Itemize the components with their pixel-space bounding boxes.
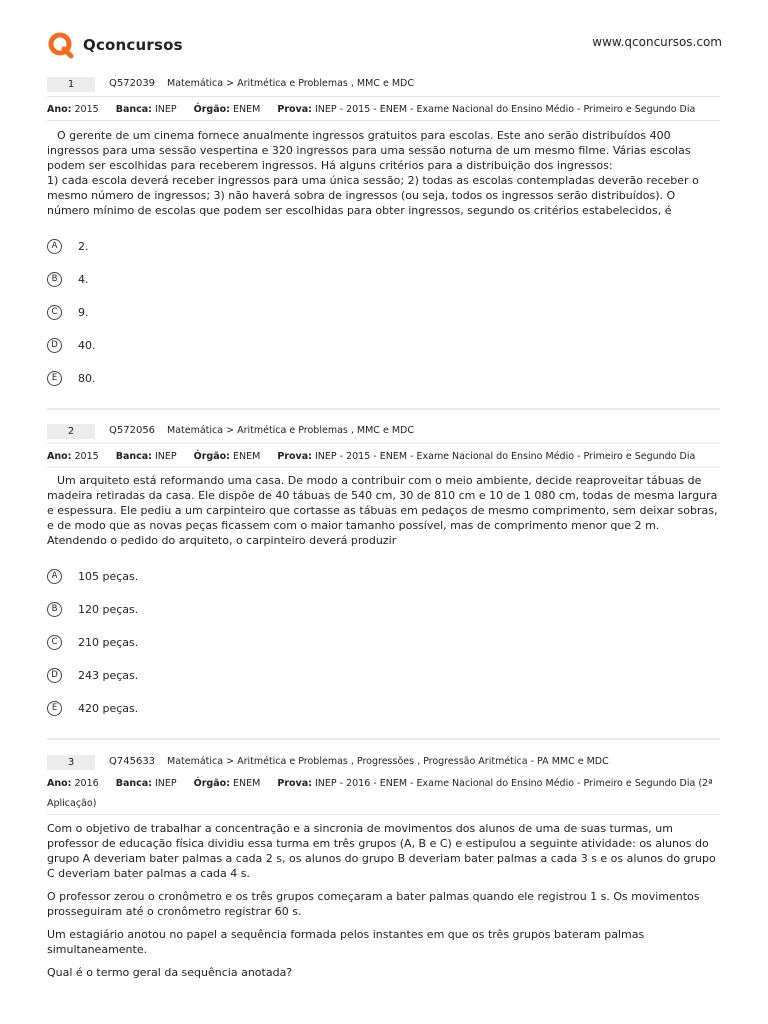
ano-value: 2016 [74,778,99,789]
option-c[interactable] [47,296,720,329]
question-divider [47,738,720,740]
ano-label: Ano: [47,778,72,789]
option-letter[interactable]: D [47,338,62,353]
brand-name: Qconcursos [83,36,183,54]
answer-options [47,230,720,395]
option-letter[interactable]: C [47,305,62,320]
option-letter[interactable]: A [47,569,62,584]
banca-value: INEP [155,104,177,115]
statement-paragraph: 1) cada escola deverá receber ingressos para uma única sessão; 2) todas as escolas contempladas deverão receber o mesmo número de ingressos; 3) não haverá sobra de ingressos (ou seja, todos os ingressos serão distribuídos). O número mínimo de escolas que podem ser escolhidas para obter ingressos, segundo os critérios estabelecidos, é [47,174,699,217]
option-text: 210 peças. [78,636,139,649]
option-letter[interactable]: D [47,668,62,683]
option-d[interactable] [47,329,720,362]
question-2 [47,423,720,725]
option-a[interactable] [47,230,720,263]
banca-value: INEP [155,778,177,789]
option-d[interactable] [47,659,720,692]
option-letter[interactable]: A [47,239,62,254]
statement-paragraph: Um arquiteto está reformando uma casa. De modo a contribuir com o meio ambiente, decide reaproveitar tábuas de madeira retiradas da casa. Ele dispõe de 40 tábuas de 540 cm, 30 de 810 cm e 10 de 1 080 cm, todas de mesma largura e espessura. Ele pediu a um carpinteiro que cortasse as tábuas em pedaços de mesmo comprimento, sem deixar sobras, e de modo que as novas peças ficassem com o maior tamanho possível, mas de comprimento menor que 2 m. [47,474,718,532]
orgao-value: ENEM [233,451,261,462]
option-b[interactable] [47,263,720,296]
question-divider [47,408,720,410]
statement-paragraph: O gerente de um cinema fornece anualmente ingressos gratuitos para escolas. Este ano serão distribuídos 400 ingressos para uma sessão vespertina e 320 ingressos para uma sessão noturna de um mesmo filme. Várias escolas podem ser escolhidas para receberem ingressos. Há alguns critérios para a distribuição dos ingressos: [47,129,691,172]
prova-value: INEP - 2015 - ENEM - Exame Nacional do Ensino Médio - Primeiro e Segundo Dia [314,104,696,115]
option-a[interactable] [47,560,720,593]
option-text: 420 peças. [78,702,139,715]
option-c[interactable] [47,626,720,659]
ano-value: 2015 [74,104,99,115]
statement-paragraph: Um estagiário anotou no papel a sequência formada pelos instantes em que os três grupos bateram palmas simultaneamente. [47,928,645,956]
prova-label: Prova: [277,451,312,462]
option-e[interactable] [47,692,720,725]
option-letter[interactable]: E [47,371,62,386]
question-number: 1 [47,77,95,92]
statement-paragraph: Atendendo o pedido do arquiteto, o carpinteiro deverá produzir [47,534,397,547]
page-header [47,30,722,60]
question-header [47,754,720,774]
question-code[interactable]: Q572056 [109,425,156,436]
option-b[interactable] [47,593,720,626]
prova-label: Prova: [277,778,312,789]
ano-label: Ano: [47,451,72,462]
prova-label: Prova: [277,104,312,115]
question-subject: Matemática > Aritmética e Problemas , MMC e MDC [167,425,414,436]
answer-options [47,560,720,725]
question-meta [47,97,720,121]
statement-paragraph: Com o objetivo de trabalhar a concentração e a sincronia de movimentos dos alunos de uma de suas turmas, um professor de educação física dividiu essa turma em três grupos (A, B e C) e estipulou a seguinte atividade: os alunos do grupo A deveriam bater palmas a cada 2 s, os alunos do grupo B deveriam bater palmas a cada 3 s e os alunos do grupo C deveriam bater palmas a cada 4 s. [47,822,716,880]
question-number: 2 [47,424,95,439]
question-meta [47,774,720,815]
option-letter[interactable]: B [47,602,62,617]
banca-label: Banca: [115,104,152,115]
option-text: 120 peças. [78,603,139,616]
ano-value: 2015 [74,451,99,462]
prova-value: INEP - 2015 - ENEM - Exame Nacional do Ensino Médio - Primeiro e Segundo Dia [314,451,696,462]
option-text: 4. [78,273,89,286]
option-text: 9. [78,306,89,319]
ano-label: Ano: [47,104,72,115]
question-statement [47,128,720,218]
question-statement [47,821,720,980]
banca-label: Banca: [115,778,152,789]
option-e[interactable] [47,362,720,395]
question-header [47,423,720,444]
question-code[interactable]: Q745633 [109,756,156,767]
question-code[interactable]: Q572039 [109,78,156,89]
question-1 [47,76,720,395]
option-letter[interactable]: E [47,701,62,716]
statement-paragraph: Qual é o termo geral da sequência anotada? [47,966,293,979]
orgao-label: Órgão: [193,451,230,462]
option-letter[interactable]: C [47,635,62,650]
question-statement [47,473,720,548]
option-text: 105 peças. [78,570,139,583]
question-3 [47,754,720,988]
option-text: 40. [78,339,96,352]
question-number: 3 [47,755,95,770]
brand-logo[interactable] [47,30,183,60]
orgao-value: ENEM [233,104,261,115]
banca-label: Banca: [115,451,152,462]
prova-value: INEP - 2016 - ENEM - Exame Nacional do Ensino Médio - Primeiro e Segundo Dia (2ª Aplicação) [47,778,713,809]
question-header [47,76,720,97]
question-subject: Matemática > Aritmética e Problemas , Progressões , Progressão Aritmética - PA MMC e MDC [167,756,609,767]
orgao-label: Órgão: [193,778,230,789]
orgao-label: Órgão: [193,104,230,115]
banca-value: INEP [155,451,177,462]
option-text: 243 peças. [78,669,139,682]
option-text: 80. [78,372,96,385]
site-url[interactable]: www.qconcursos.com [592,35,722,49]
statement-paragraph: O professor zerou o cronômetro e os três grupos começaram a bater palmas quando ele registrou 1 s. Os movimentos prosseguiram até o cronômetro registrar 60 s. [47,890,700,918]
question-meta [47,444,720,468]
option-letter[interactable]: B [47,272,62,287]
option-text: 2. [78,240,89,253]
qconcursos-logo-icon [47,31,75,59]
orgao-value: ENEM [233,778,261,789]
question-subject: Matemática > Aritmética e Problemas , MMC e MDC [167,78,414,89]
